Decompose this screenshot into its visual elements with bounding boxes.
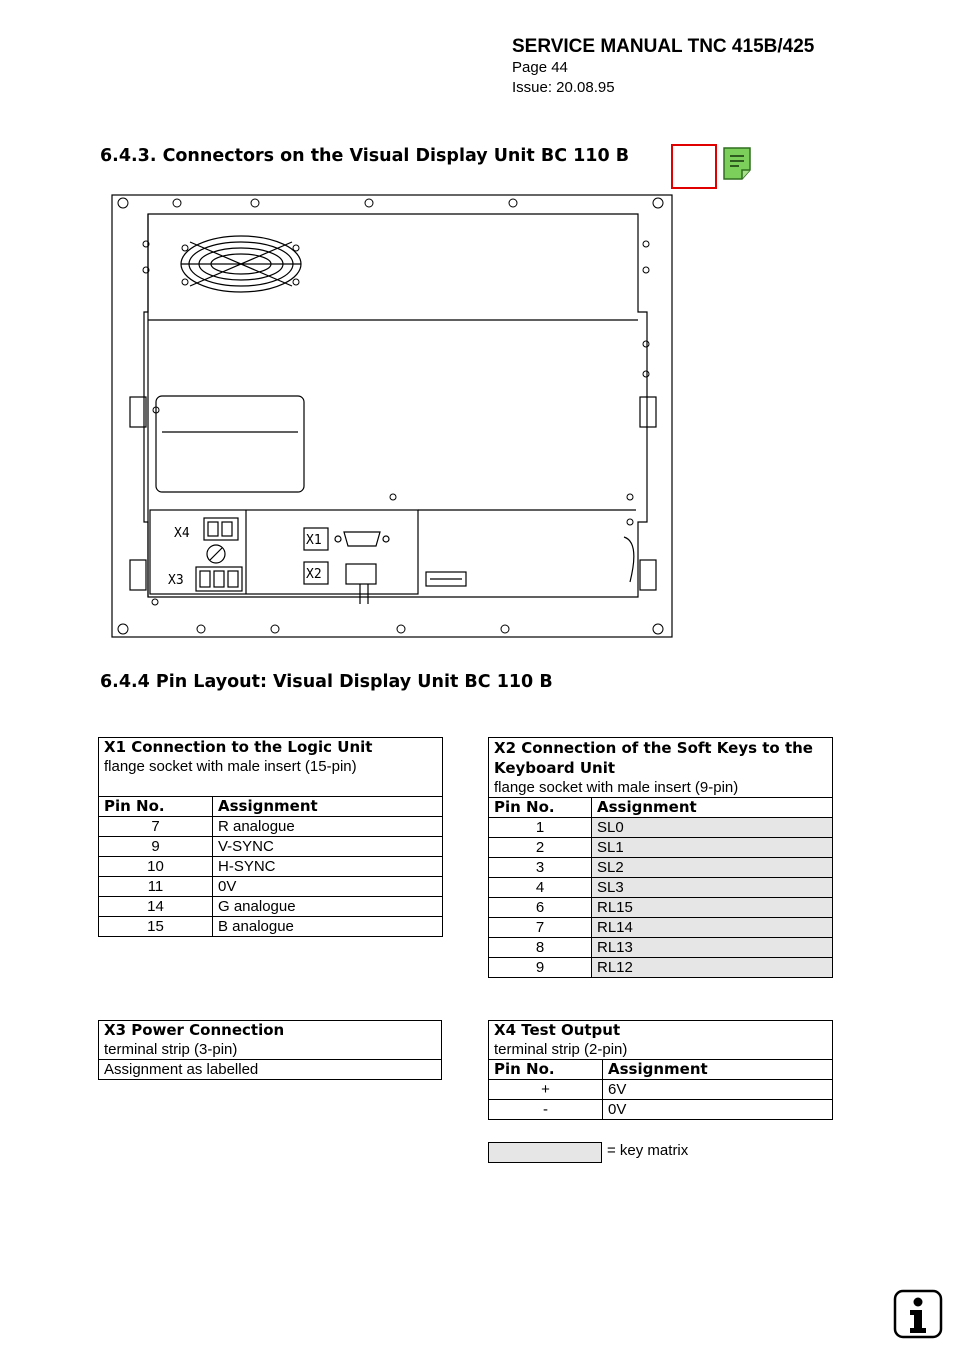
note-icon[interactable]	[722, 146, 754, 182]
x4-pin-table	[488, 1020, 833, 1120]
table-row	[99, 837, 443, 857]
assign-cell: R analogue	[213, 817, 443, 837]
pin-cell: 14	[99, 897, 213, 917]
table-row	[489, 938, 833, 958]
assign-cell: B analogue	[213, 917, 443, 937]
pin-cell: 3	[489, 858, 592, 878]
manual-title: SERVICE MANUAL TNC 415B/425	[512, 36, 815, 57]
assign-cell: H-SYNC	[213, 857, 443, 877]
x2-title-cell	[489, 738, 833, 798]
pin-cell: 11	[99, 877, 213, 897]
table-row	[99, 897, 443, 917]
x2-pin-table	[488, 737, 833, 978]
pin-cell: 9	[99, 837, 213, 857]
assign-cell: G analogue	[213, 897, 443, 917]
figure-label-x4: X4	[174, 526, 190, 541]
assign-cell: 0V	[603, 1100, 833, 1120]
x4-table-wrapper	[488, 1020, 833, 1120]
assign-cell: RL13	[592, 938, 833, 958]
pin-cell: 2	[489, 838, 592, 858]
pin-cell: 15	[99, 917, 213, 937]
figure-label-x3: X3	[168, 573, 184, 588]
display-unit-drawing	[110, 192, 680, 642]
x3-note: Assignment as labelled	[99, 1060, 442, 1080]
x1-title-cell	[99, 738, 443, 797]
assign-cell: SL0	[592, 818, 833, 838]
table-row	[99, 917, 443, 937]
assign-cell: SL3	[592, 878, 833, 898]
x1-pin-table	[98, 737, 443, 937]
table-row	[489, 818, 833, 838]
x2-col-pin: Pin No.	[489, 798, 592, 818]
issue-date: Issue: 20.08.95	[512, 79, 615, 96]
assign-cell: RL12	[592, 958, 833, 978]
table-row	[489, 918, 833, 938]
table-row	[489, 1080, 833, 1100]
key-matrix-legend: = key matrix	[607, 1142, 689, 1159]
section-heading-pin-layout: 6.4.4 Pin Layout: Visual Display Unit BC 110 B	[100, 672, 553, 692]
x3-title: X3 Power Connection	[104, 1021, 285, 1039]
table-row	[489, 858, 833, 878]
pin-cell: +	[489, 1080, 603, 1100]
x4-title: X4 Test Output	[494, 1021, 621, 1039]
x4-col-assign: Assignment	[603, 1060, 833, 1080]
x1-col-pin: Pin No.	[99, 797, 213, 817]
x2-subtitle: flange socket with male insert (9-pin)	[494, 779, 739, 796]
pin-cell: 7	[489, 918, 592, 938]
pin-cell: 7	[99, 817, 213, 837]
x2-table-wrapper	[488, 737, 833, 978]
pin-cell: 9	[489, 958, 592, 978]
figure-label-x1: X1	[306, 533, 322, 548]
key-matrix-swatch	[488, 1142, 602, 1163]
table-row	[489, 838, 833, 858]
table-row	[489, 878, 833, 898]
x1-table-wrapper	[98, 737, 443, 937]
pin-cell: 1	[489, 818, 592, 838]
page-number: Page 44	[512, 59, 568, 76]
x2-col-assign: Assignment	[592, 798, 833, 818]
pin-cell: 6	[489, 898, 592, 918]
table-row	[99, 877, 443, 897]
pin-cell: -	[489, 1100, 603, 1120]
x1-col-assign: Assignment	[213, 797, 443, 817]
table-row	[489, 898, 833, 918]
highlight-box	[671, 144, 717, 189]
pin-cell: 4	[489, 878, 592, 898]
assign-cell: SL1	[592, 838, 833, 858]
x3-table-wrapper	[98, 1020, 442, 1080]
x1-subtitle: flange socket with male insert (15-pin)	[104, 758, 357, 775]
assign-cell: SL2	[592, 858, 833, 878]
pin-cell: 8	[489, 938, 592, 958]
table-row	[489, 958, 833, 978]
x3-pin-table	[98, 1020, 442, 1080]
table-row	[99, 857, 443, 877]
section-heading-connectors: 6.4.3. Connectors on the Visual Display Unit BC 110 B	[100, 146, 630, 166]
assign-cell: V-SYNC	[213, 837, 443, 857]
assign-cell: RL15	[592, 898, 833, 918]
figure-label-x2: X2	[306, 567, 322, 582]
info-icon[interactable]	[893, 1289, 943, 1339]
x4-col-pin: Pin No.	[489, 1060, 603, 1080]
x3-title-cell	[99, 1021, 442, 1060]
table-row	[99, 817, 443, 837]
assign-cell: 6V	[603, 1080, 833, 1100]
x4-subtitle: terminal strip (2-pin)	[494, 1041, 628, 1058]
table-row	[489, 1100, 833, 1120]
x4-title-cell	[489, 1021, 833, 1060]
x2-title: X2 Connection of the Soft Keys to the Keyboard Unit	[494, 739, 813, 777]
x1-title: X1 Connection to the Logic Unit	[104, 738, 373, 756]
x3-subtitle: terminal strip (3-pin)	[104, 1041, 238, 1058]
assign-cell: RL14	[592, 918, 833, 938]
assign-cell: 0V	[213, 877, 443, 897]
pin-cell: 10	[99, 857, 213, 877]
